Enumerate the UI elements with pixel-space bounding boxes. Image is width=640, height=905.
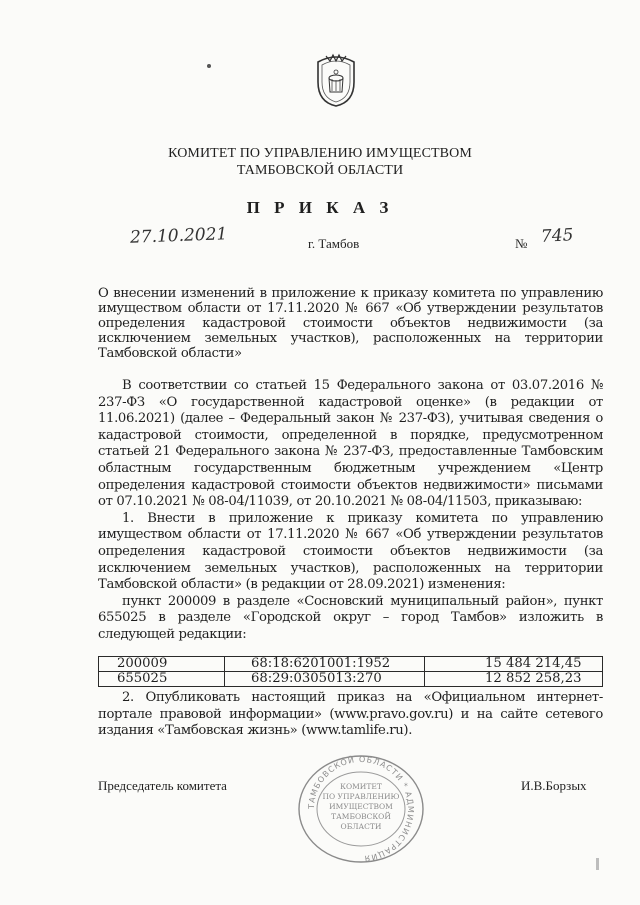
table-cell: 12 852 258,23 (425, 672, 603, 687)
coat-of-arms-icon (314, 52, 358, 108)
official-seal-stamp (294, 753, 428, 866)
org-line-1: КОМИТЕТ ПО УПРАВЛЕНИЮ ИМУЩЕСТВОМ (168, 146, 472, 161)
number-label: № (515, 236, 528, 251)
signatory-position: Председатель комитета (98, 778, 227, 793)
organization-name (0, 145, 640, 179)
seal-line: ИМУЩЕСТВОМ (329, 802, 393, 811)
table-cell: 68:18:6201001:1952 (225, 657, 425, 672)
seal-line: КОМИТЕТ (340, 782, 382, 791)
city: г. Тамбов (308, 236, 360, 251)
publication-paragraph-block (98, 690, 603, 740)
order-subject: О внесении изменений в приложение к приказу комитета по управлению имуществом области от 17.11.2020 № 667 «Об утверждении результатов определения кадастровой стоимости объектов недвижимости (за исключением земельных участков), расположенных на территории Тамбовской области» (98, 286, 603, 361)
org-line-2: ТАМБОВСКОЙ ОБЛАСТИ (236, 163, 404, 178)
seal-line: ТАМБОВСКОЙ (331, 812, 391, 821)
seal-line: ОБЛАСТИ (340, 822, 382, 831)
item-1-paragraph: 1. Внести в приложение к приказу комитета по управлению имуществом области от 17.11.2020 № 667 «Об утверждении результатов определения кадастровой стоимости объектов недвижимости (за исключением земельных участков), расположенных на территории Тамбовской области» (в редакции от 28.09.2021) изменения: (98, 510, 603, 593)
handwritten-number: 745 (540, 225, 574, 247)
table-cell: 15 484 214,45 (425, 657, 603, 672)
table-row (99, 657, 603, 672)
document-title: П Р И К А З (246, 198, 394, 217)
handwritten-date: 27.10.2021 (129, 224, 228, 248)
item-1-detail-paragraph: пункт 200009 в разделе «Сосновский муниципальный район», пункт 655025 в разделе «Городской округ – город Тамбов» изложить в следующей редакции: (98, 593, 603, 642)
preamble-paragraph: В соответствии со статьей 15 Федерального закона от 03.07.2016 № 237-ФЗ «О государственной кадастровой оценке» (в редакции от 11.06.2021) (далее – Федеральный закон № 237-ФЗ), учитывая сведения о кадастровой стоимости, определенной в порядке, предусмотренном статьей 21 Федерального закона № 237-ФЗ, предоставленные Тамбовским областным государственным бюджетным учреждением «Центр определения кадастровой стоимости объектов недвижимости» письмами от 07.10.2021 № 08-04/11039, от 20.10.2021 № 08-04/11503, приказываю: (98, 378, 603, 510)
cadastral-table (98, 656, 603, 687)
signatory-name: И.В.Борзых (521, 778, 587, 793)
scan-speck (207, 64, 211, 68)
seal-line: ПО УПРАВЛЕНИЮ (322, 792, 400, 801)
table-cell: 200009 (99, 657, 225, 672)
scan-mark (596, 858, 599, 870)
table-cell: 68:29:0305013:270 (225, 672, 425, 687)
item-2-paragraph: 2. Опубликовать настоящий приказ на «Официальном интернет-портале правовой информации» (www.pravo.gov.ru) и на сайте сетевого издания «Тамбовская жизнь» (www.tamlife.ru). (98, 690, 603, 739)
seal-outer-text: ТАМБОВСКОЙ ОБЛАСТИ * АДМИНИСТРАЦИЯ (306, 754, 416, 864)
table-row (99, 672, 603, 687)
table-cell: 655025 (99, 672, 225, 687)
order-body (98, 378, 603, 644)
